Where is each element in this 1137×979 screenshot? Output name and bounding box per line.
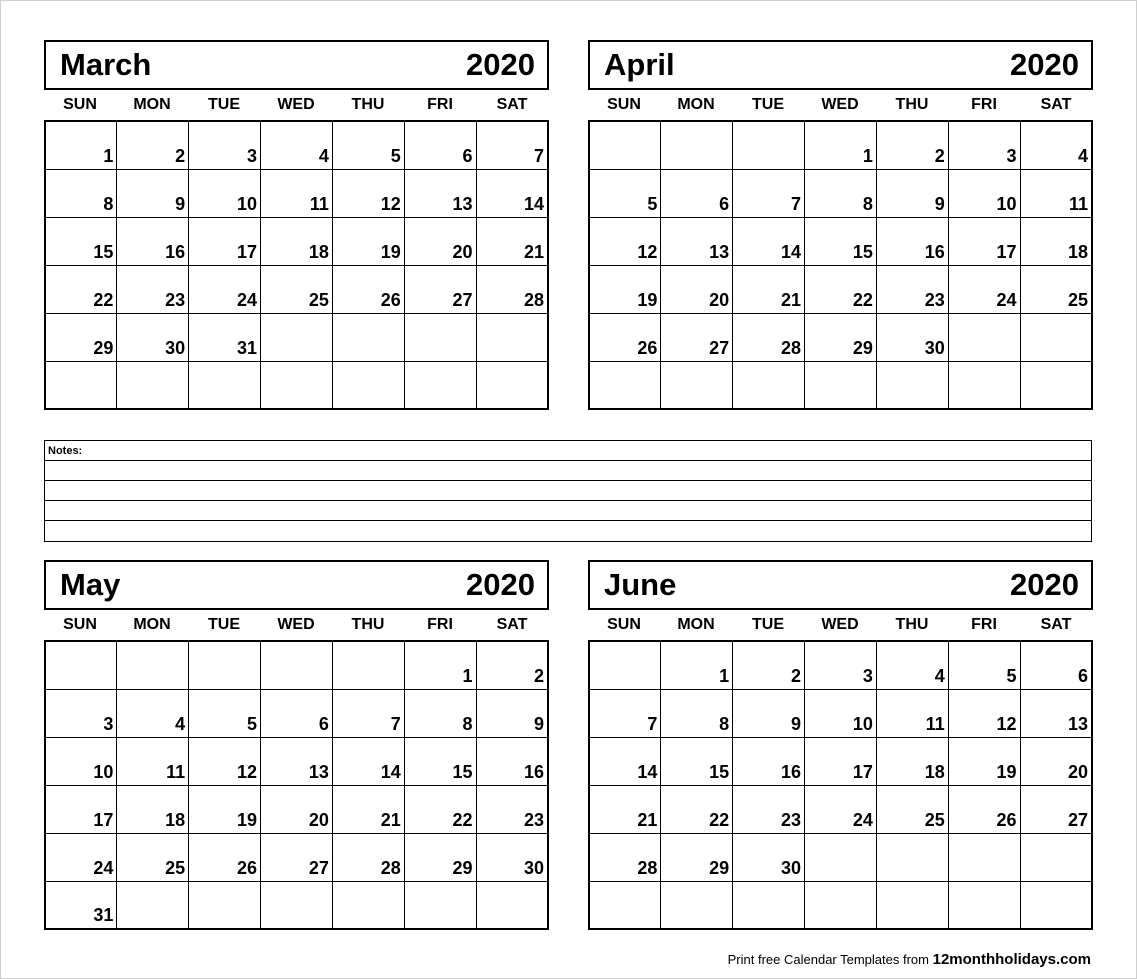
week-row — [45, 265, 548, 313]
week-row — [589, 121, 1092, 169]
week-row — [589, 217, 1092, 265]
weekday-label: SUN — [63, 616, 97, 633]
day-cell[interactable] — [117, 881, 189, 929]
weekday-label: FRI — [427, 96, 453, 113]
day-cell[interactable] — [805, 361, 877, 409]
day-cell[interactable]: 13 — [404, 169, 476, 217]
day-cell[interactable]: 14 — [589, 737, 661, 785]
week-row — [589, 689, 1092, 737]
day-cell[interactable] — [261, 641, 333, 689]
day-cell[interactable] — [117, 641, 189, 689]
day-cell[interactable]: 30 — [733, 833, 805, 881]
weekday-label: THU — [351, 616, 385, 633]
month-header — [588, 40, 1093, 90]
month-year: 2020 — [466, 47, 535, 82]
weekday-label: THU — [895, 96, 929, 113]
day-cell[interactable] — [948, 881, 1020, 929]
day-cell[interactable]: 29 — [404, 833, 476, 881]
day-cell[interactable]: 10 — [189, 169, 261, 217]
day-cell[interactable]: 11 — [261, 169, 333, 217]
day-cell[interactable]: 1 — [45, 121, 117, 169]
weekday-label: MON — [133, 96, 171, 113]
day-cell[interactable]: 11 — [876, 689, 948, 737]
day-cell[interactable]: 15 — [805, 217, 877, 265]
day-cell[interactable]: 26 — [189, 833, 261, 881]
week-row — [45, 313, 548, 361]
notes-line — [45, 481, 1091, 501]
day-cell[interactable]: 26 — [948, 785, 1020, 833]
day-cell[interactable] — [661, 121, 733, 169]
weekday-label: SAT — [496, 96, 528, 113]
weekday-label: THU — [351, 96, 385, 113]
day-cell[interactable] — [948, 833, 1020, 881]
day-cell[interactable]: 10 — [948, 169, 1020, 217]
weekday-label: FRI — [971, 96, 997, 113]
day-cell[interactable]: 8 — [404, 689, 476, 737]
day-cell[interactable] — [1020, 833, 1092, 881]
day-cell[interactable] — [476, 881, 548, 929]
day-cell[interactable]: 3 — [805, 641, 877, 689]
day-cell[interactable]: 1 — [661, 641, 733, 689]
week-row — [45, 881, 548, 929]
weekday-header-row — [44, 92, 549, 118]
week-row — [589, 833, 1092, 881]
day-cell[interactable]: 20 — [1020, 737, 1092, 785]
month-name: May — [60, 567, 121, 602]
day-cell[interactable]: 17 — [189, 217, 261, 265]
week-row — [45, 833, 548, 881]
day-cell[interactable]: 17 — [948, 217, 1020, 265]
notes-label: Notes: — [48, 445, 83, 457]
weekday-label: FRI — [971, 616, 997, 633]
day-cell[interactable]: 12 — [589, 217, 661, 265]
month-year: 2020 — [1010, 567, 1079, 602]
month-year: 2020 — [466, 567, 535, 602]
day-cell[interactable] — [589, 121, 661, 169]
day-cell[interactable]: 6 — [1020, 641, 1092, 689]
day-cell[interactable]: 24 — [189, 265, 261, 313]
day-cell[interactable] — [117, 361, 189, 409]
week-row — [45, 689, 548, 737]
day-cell[interactable]: 10 — [45, 737, 117, 785]
day-cell[interactable]: 2 — [733, 641, 805, 689]
weekday-label: MON — [677, 616, 715, 633]
day-cell[interactable] — [1020, 881, 1092, 929]
day-cell[interactable]: 8 — [661, 689, 733, 737]
day-cell[interactable]: 21 — [476, 217, 548, 265]
day-cell[interactable] — [948, 361, 1020, 409]
day-cell[interactable]: 8 — [805, 169, 877, 217]
day-cell[interactable]: 9 — [476, 689, 548, 737]
week-row — [45, 217, 548, 265]
day-cell[interactable]: 18 — [876, 737, 948, 785]
day-cell[interactable]: 2 — [876, 121, 948, 169]
day-cell[interactable]: 4 — [117, 689, 189, 737]
day-cell[interactable]: 31 — [45, 881, 117, 929]
day-cell[interactable] — [733, 361, 805, 409]
day-cell[interactable]: 14 — [733, 217, 805, 265]
day-cell[interactable]: 25 — [1020, 265, 1092, 313]
footer-brand-link[interactable]: 12monthholidays.com — [932, 951, 1091, 968]
day-cell[interactable]: 4 — [261, 121, 333, 169]
day-cell[interactable]: 14 — [332, 737, 404, 785]
day-cell[interactable] — [661, 361, 733, 409]
day-cell[interactable]: 18 — [117, 785, 189, 833]
day-cell[interactable]: 20 — [661, 265, 733, 313]
day-cell[interactable]: 27 — [1020, 785, 1092, 833]
day-cell[interactable] — [332, 881, 404, 929]
day-cell[interactable]: 5 — [589, 169, 661, 217]
day-cell[interactable]: 23 — [733, 785, 805, 833]
day-grid — [44, 640, 549, 930]
day-cell[interactable]: 4 — [876, 641, 948, 689]
day-cell[interactable]: 16 — [117, 217, 189, 265]
day-cell[interactable]: 27 — [261, 833, 333, 881]
day-grid — [588, 120, 1093, 410]
day-cell[interactable] — [189, 881, 261, 929]
day-cell[interactable] — [876, 881, 948, 929]
day-cell[interactable]: 28 — [733, 313, 805, 361]
day-cell[interactable] — [332, 313, 404, 361]
day-cell[interactable]: 29 — [45, 313, 117, 361]
day-cell[interactable] — [805, 881, 877, 929]
weekday-label: SAT — [496, 616, 528, 633]
week-row — [45, 641, 548, 689]
day-cell[interactable]: 22 — [805, 265, 877, 313]
day-cell[interactable] — [876, 361, 948, 409]
day-cell[interactable]: 6 — [261, 689, 333, 737]
notes-line — [45, 521, 1091, 541]
day-cell[interactable]: 6 — [661, 169, 733, 217]
weekday-label: WED — [277, 96, 315, 113]
day-cell[interactable]: 2 — [476, 641, 548, 689]
month-header — [588, 560, 1093, 610]
month-header — [44, 40, 549, 90]
notes-line — [45, 441, 1091, 461]
day-cell[interactable] — [476, 361, 548, 409]
day-cell[interactable]: 13 — [661, 217, 733, 265]
day-cell[interactable]: 29 — [661, 833, 733, 881]
day-cell[interactable]: 25 — [876, 785, 948, 833]
week-row — [45, 361, 548, 409]
day-cell[interactable]: 24 — [948, 265, 1020, 313]
day-cell[interactable]: 12 — [332, 169, 404, 217]
day-cell[interactable]: 9 — [876, 169, 948, 217]
week-row — [589, 313, 1092, 361]
weekday-label: WED — [821, 96, 859, 113]
weekday-label: SUN — [63, 96, 97, 113]
day-cell[interactable]: 22 — [45, 265, 117, 313]
week-row — [589, 265, 1092, 313]
day-cell[interactable]: 23 — [117, 265, 189, 313]
day-cell[interactable]: 15 — [661, 737, 733, 785]
day-cell[interactable] — [332, 641, 404, 689]
day-cell[interactable] — [589, 881, 661, 929]
day-cell[interactable]: 5 — [948, 641, 1020, 689]
weekday-label: SAT — [1040, 96, 1072, 113]
day-cell[interactable]: 16 — [476, 737, 548, 785]
day-cell[interactable] — [261, 361, 333, 409]
weekday-label: TUE — [208, 616, 240, 633]
day-cell[interactable] — [189, 641, 261, 689]
day-cell[interactable]: 2 — [117, 121, 189, 169]
day-cell[interactable] — [733, 121, 805, 169]
day-cell[interactable]: 31 — [189, 313, 261, 361]
day-cell[interactable]: 12 — [189, 737, 261, 785]
day-cell[interactable] — [189, 361, 261, 409]
day-cell[interactable]: 7 — [476, 121, 548, 169]
weekday-label: TUE — [752, 96, 784, 113]
week-row — [45, 737, 548, 785]
footer — [728, 950, 1091, 970]
day-cell[interactable]: 28 — [476, 265, 548, 313]
week-row — [589, 641, 1092, 689]
weekday-label: SUN — [607, 96, 641, 113]
day-cell[interactable]: 26 — [332, 265, 404, 313]
day-cell[interactable]: 19 — [948, 737, 1020, 785]
day-cell[interactable]: 13 — [1020, 689, 1092, 737]
week-row — [589, 169, 1092, 217]
month-header — [44, 560, 549, 610]
weekday-label: MON — [677, 96, 715, 113]
week-row — [589, 737, 1092, 785]
day-cell[interactable]: 9 — [117, 169, 189, 217]
day-cell[interactable]: 24 — [805, 785, 877, 833]
day-cell[interactable]: 11 — [117, 737, 189, 785]
weekday-label: TUE — [752, 616, 784, 633]
day-cell[interactable]: 20 — [261, 785, 333, 833]
day-cell[interactable] — [733, 881, 805, 929]
weekday-header-row — [44, 612, 549, 638]
day-cell[interactable] — [876, 833, 948, 881]
week-row — [45, 121, 548, 169]
weekday-label: THU — [895, 616, 929, 633]
day-cell[interactable] — [404, 361, 476, 409]
day-cell[interactable]: 30 — [876, 313, 948, 361]
day-cell[interactable]: 3 — [45, 689, 117, 737]
day-cell[interactable]: 17 — [805, 737, 877, 785]
day-cell[interactable] — [948, 313, 1020, 361]
day-cell[interactable]: 16 — [876, 217, 948, 265]
day-cell[interactable] — [261, 313, 333, 361]
weekday-header-row — [588, 612, 1093, 638]
day-cell[interactable]: 23 — [876, 265, 948, 313]
day-cell[interactable]: 15 — [45, 217, 117, 265]
notes-line — [45, 461, 1091, 481]
month-name: April — [604, 47, 675, 82]
day-cell[interactable] — [661, 881, 733, 929]
weekday-header-row — [588, 92, 1093, 118]
day-cell[interactable]: 22 — [661, 785, 733, 833]
weekday-label: SAT — [1040, 616, 1072, 633]
day-cell[interactable]: 15 — [404, 737, 476, 785]
day-cell[interactable]: 7 — [733, 169, 805, 217]
day-cell[interactable]: 18 — [1020, 217, 1092, 265]
day-cell[interactable]: 6 — [404, 121, 476, 169]
day-cell[interactable]: 21 — [332, 785, 404, 833]
weekday-label: WED — [821, 616, 859, 633]
day-cell[interactable]: 18 — [261, 217, 333, 265]
day-cell[interactable]: 5 — [189, 689, 261, 737]
day-cell[interactable]: 1 — [805, 121, 877, 169]
day-cell[interactable] — [332, 361, 404, 409]
day-cell[interactable] — [589, 641, 661, 689]
day-cell[interactable] — [45, 641, 117, 689]
day-cell[interactable]: 3 — [189, 121, 261, 169]
footer-text: Print free Calendar Templates from — [727, 952, 929, 967]
week-row — [589, 785, 1092, 833]
week-row — [45, 169, 548, 217]
week-row — [45, 785, 548, 833]
day-cell[interactable]: 1 — [404, 641, 476, 689]
day-cell[interactable]: 11 — [1020, 169, 1092, 217]
day-cell[interactable]: 3 — [948, 121, 1020, 169]
day-cell[interactable]: 8 — [45, 169, 117, 217]
weekday-label: TUE — [208, 96, 240, 113]
day-cell[interactable] — [1020, 313, 1092, 361]
day-cell[interactable] — [476, 313, 548, 361]
day-cell[interactable]: 7 — [589, 689, 661, 737]
day-cell[interactable]: 27 — [404, 265, 476, 313]
month-name: March — [60, 47, 152, 82]
day-cell[interactable]: 14 — [476, 169, 548, 217]
day-cell[interactable]: 24 — [45, 833, 117, 881]
day-cell[interactable]: 19 — [332, 217, 404, 265]
day-cell[interactable] — [589, 361, 661, 409]
notes-box[interactable] — [44, 440, 1092, 542]
day-cell[interactable]: 25 — [117, 833, 189, 881]
weekday-label: MON — [133, 616, 171, 633]
day-cell[interactable]: 28 — [589, 833, 661, 881]
day-cell[interactable]: 17 — [45, 785, 117, 833]
day-cell[interactable]: 26 — [589, 313, 661, 361]
day-cell[interactable]: 21 — [589, 785, 661, 833]
day-cell[interactable]: 28 — [332, 833, 404, 881]
day-cell[interactable] — [404, 881, 476, 929]
day-cell[interactable]: 19 — [189, 785, 261, 833]
day-grid — [588, 640, 1093, 930]
day-cell[interactable]: 23 — [476, 785, 548, 833]
day-cell[interactable]: 30 — [476, 833, 548, 881]
day-cell[interactable]: 25 — [261, 265, 333, 313]
day-cell[interactable] — [404, 313, 476, 361]
day-cell[interactable]: 19 — [589, 265, 661, 313]
day-cell[interactable]: 20 — [404, 217, 476, 265]
day-cell[interactable]: 29 — [805, 313, 877, 361]
day-cell[interactable]: 10 — [805, 689, 877, 737]
weekday-label: SUN — [607, 616, 641, 633]
day-cell[interactable]: 13 — [261, 737, 333, 785]
day-cell[interactable]: 30 — [117, 313, 189, 361]
day-cell[interactable]: 22 — [404, 785, 476, 833]
day-grid — [44, 120, 549, 410]
weekday-label: WED — [277, 616, 315, 633]
notes-line — [45, 501, 1091, 521]
week-row — [589, 881, 1092, 929]
month-name: June — [604, 567, 677, 602]
month-year: 2020 — [1010, 47, 1079, 82]
day-cell[interactable]: 27 — [661, 313, 733, 361]
weekday-label: FRI — [427, 616, 453, 633]
day-cell[interactable]: 5 — [332, 121, 404, 169]
day-cell[interactable]: 4 — [1020, 121, 1092, 169]
day-cell[interactable]: 21 — [733, 265, 805, 313]
day-cell[interactable] — [805, 833, 877, 881]
day-cell[interactable]: 9 — [733, 689, 805, 737]
week-row — [589, 361, 1092, 409]
day-cell[interactable]: 16 — [733, 737, 805, 785]
day-cell[interactable] — [1020, 361, 1092, 409]
day-cell[interactable] — [45, 361, 117, 409]
day-cell[interactable]: 12 — [948, 689, 1020, 737]
day-cell[interactable] — [261, 881, 333, 929]
day-cell[interactable]: 7 — [332, 689, 404, 737]
